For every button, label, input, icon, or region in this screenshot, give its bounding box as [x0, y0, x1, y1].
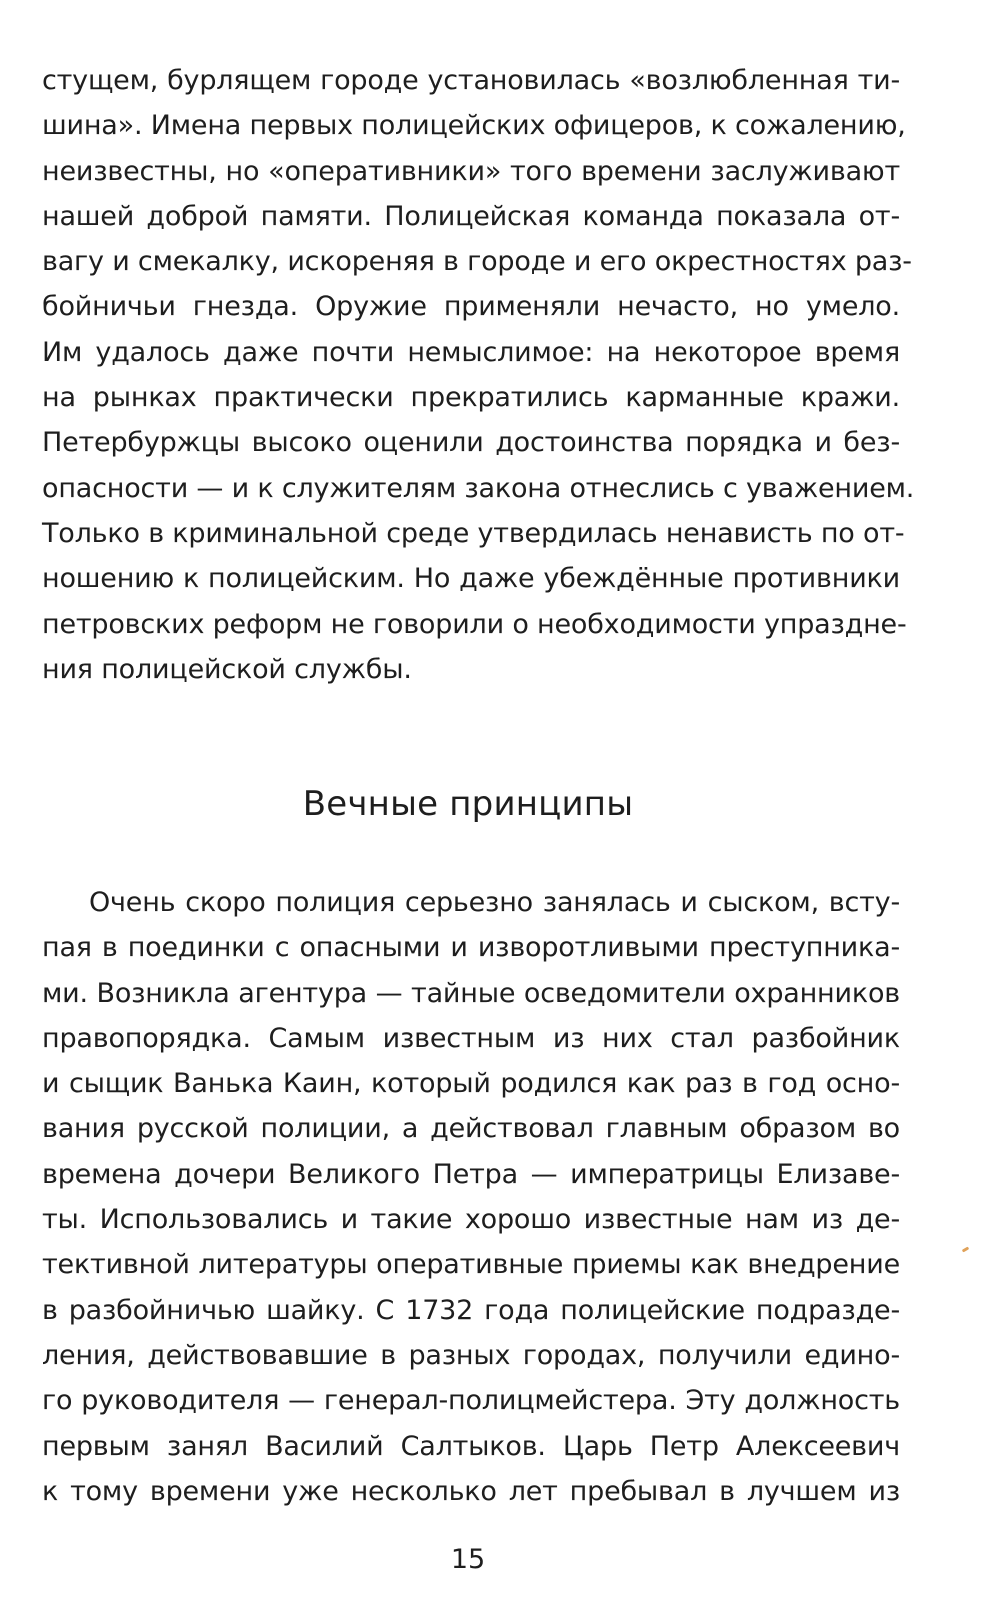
text-line: Только в криминальной среде утвердилась ненависть по от-: [42, 517, 905, 549]
text-line: и сыщик Ванька Каин, который родился как раз в год осно-: [42, 1068, 900, 1100]
page-number: 15: [450, 1544, 486, 1575]
paragraph-2: [42, 880, 900, 1514]
text-line: в разбойничью шайку. С 1732 года полицейские подразде-: [42, 1294, 900, 1326]
text-line: ления, действовавшие в разных городах, получили едино-: [42, 1339, 900, 1371]
text-line: к тому времени уже несколько лет пребывал в лучшем из: [42, 1475, 900, 1507]
text-line: правопорядка. Самым известным из них стал разбойник: [42, 1022, 900, 1054]
text-line: на рынках практически прекратились карманные кражи.: [42, 382, 900, 414]
text-line: ношению к полицейским. Но даже убеждённые противники: [42, 563, 900, 595]
text-line: пая в поединки с опасными и изворотливыми преступника-: [42, 932, 900, 964]
text-line: опасности — и к служителям закона отнеслись с уважением.: [42, 472, 915, 504]
text-line: вагу и смекалку, искореняя в городе и его окрестностях раз-: [42, 246, 912, 278]
paragraph-1: [42, 58, 915, 692]
text-line: тективной литературы оперативные приемы как внедрение: [42, 1249, 900, 1281]
text-line: шина». Имена первых полицейских офицеров, к сожалению,: [42, 110, 906, 142]
text-line: неизвестны, но «оперативники» того времени заслуживают: [42, 155, 900, 187]
text-line: ми. Возникла агентура — тайные осведомители охранников: [42, 977, 900, 1009]
text-line: ты. Использовались и такие хорошо известные нам из де-: [42, 1204, 900, 1236]
text-line: Очень скоро полиция серьезно занялась и сыском, всту-: [89, 887, 900, 918]
section-heading: Вечные принципы: [302, 784, 634, 824]
text-line: нашей доброй памяти. Полицейская команда показала от-: [42, 200, 900, 232]
ink-speck: [962, 1246, 970, 1252]
text-line: бойничьи гнезда. Оружие применяли нечасто, но умело.: [42, 291, 900, 323]
text-line: петровских реформ не говорили о необходимости упраздне-: [42, 608, 907, 640]
text-line: времена дочери Великого Петра — императрицы Елизаве-: [42, 1158, 900, 1190]
text-line: го руководителя — генерал-полицмейстера. Эту должность: [42, 1385, 900, 1417]
text-line: стущем, бурлящем городе установилась «возлюбленная ти-: [42, 65, 900, 96]
text-line: вания русской полиции, а действовал главным образом во: [42, 1113, 900, 1145]
text-line: первым занял Василий Салтыков. Царь Петр Алексеевич: [42, 1430, 900, 1462]
text-line: Им удалось даже почти немыслимое: на некоторое время: [42, 336, 900, 368]
text-line: ния полицейской службы.: [42, 653, 412, 685]
text-line: Петербуржцы высоко оценили достоинства порядка и без-: [42, 427, 900, 459]
